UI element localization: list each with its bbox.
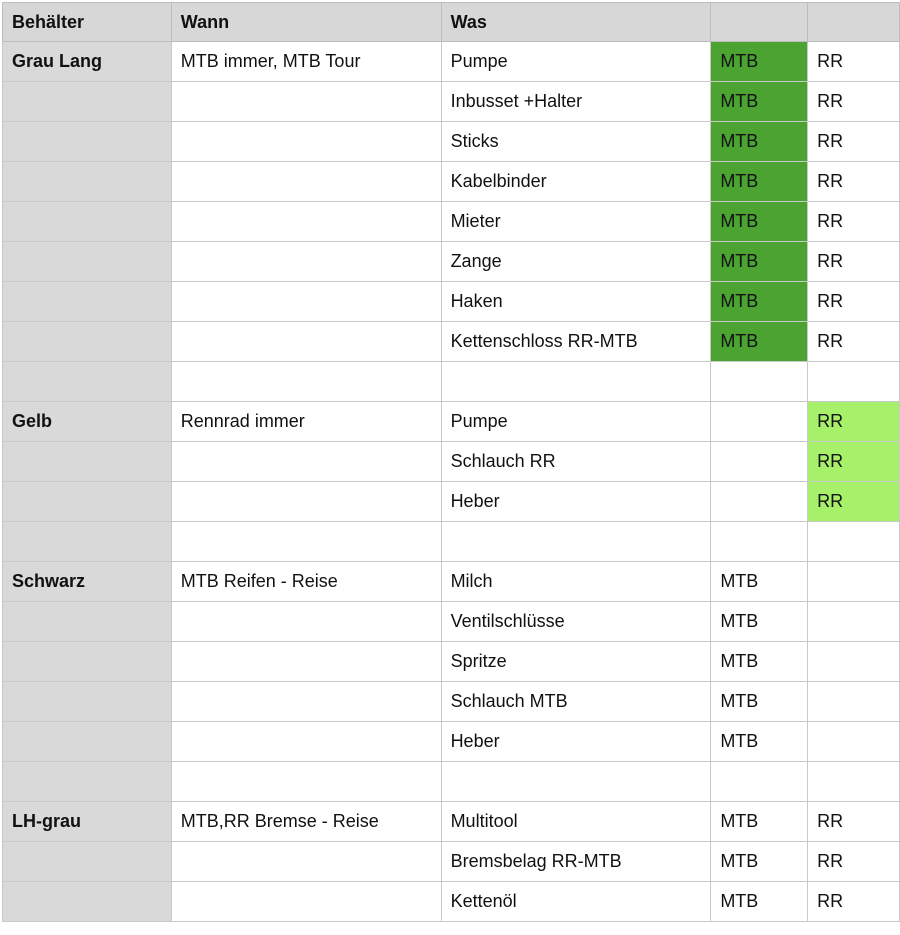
cell-behaelter[interactable]: LH-grau <box>3 802 172 842</box>
table-row <box>3 722 900 762</box>
cell-rr[interactable]: RR <box>808 122 900 162</box>
cell-rr[interactable]: RR <box>808 42 900 82</box>
cell-rr[interactable] <box>808 722 900 762</box>
cell-was[interactable]: Spritze <box>441 642 711 682</box>
header-cell-was[interactable]: Was <box>441 3 711 42</box>
header-cell-wann[interactable]: Wann <box>171 3 441 42</box>
table-row <box>3 442 900 482</box>
cell-mtb[interactable]: MTB <box>711 242 808 282</box>
cell-mtb[interactable]: MTB <box>711 842 808 882</box>
cell-rr[interactable]: RR <box>808 322 900 362</box>
table-row <box>3 482 900 522</box>
cell-rr[interactable] <box>808 762 900 802</box>
cell-was[interactable]: Pumpe <box>441 402 711 442</box>
table-row <box>3 362 900 402</box>
cell-rr[interactable] <box>808 522 900 562</box>
cell-behaelter[interactable]: Schwarz <box>3 562 172 602</box>
cell-rr[interactable]: RR <box>808 162 900 202</box>
table-row <box>3 42 900 82</box>
cell-mtb[interactable]: MTB <box>711 642 808 682</box>
packing-table <box>2 2 900 922</box>
cell-wann[interactable] <box>171 122 441 162</box>
cell-was[interactable]: Kettenöl <box>441 882 711 922</box>
table-row <box>3 122 900 162</box>
cell-wann[interactable] <box>171 242 441 282</box>
table-row <box>3 802 900 842</box>
cell-was[interactable]: Kettenschloss RR-MTB <box>441 322 711 362</box>
cell-was[interactable]: Bremsbelag RR-MTB <box>441 842 711 882</box>
cell-wann[interactable] <box>171 842 441 882</box>
cell-rr[interactable]: RR <box>808 82 900 122</box>
table-row <box>3 602 900 642</box>
cell-was[interactable]: Milch <box>441 562 711 602</box>
cell-mtb[interactable]: MTB <box>711 562 808 602</box>
cell-rr[interactable]: RR <box>808 282 900 322</box>
cell-was[interactable]: Heber <box>441 482 711 522</box>
table-row <box>3 682 900 722</box>
cell-mtb[interactable]: MTB <box>711 682 808 722</box>
cell-mtb[interactable]: MTB <box>711 122 808 162</box>
table-row <box>3 402 900 442</box>
cell-wann[interactable] <box>171 282 441 322</box>
cell-rr[interactable]: RR <box>808 242 900 282</box>
cell-was[interactable]: Ventilschlüsse <box>441 602 711 642</box>
table-row <box>3 242 900 282</box>
cell-rr[interactable]: RR <box>808 842 900 882</box>
table-row <box>3 202 900 242</box>
cell-mtb[interactable]: MTB <box>711 802 808 842</box>
cell-wann[interactable] <box>171 82 441 122</box>
cell-wann[interactable]: MTB Reifen - Reise <box>171 562 441 602</box>
cell-behaelter[interactable] <box>3 602 172 642</box>
cell-behaelter[interactable] <box>3 122 172 162</box>
cell-behaelter[interactable] <box>3 842 172 882</box>
cell-rr[interactable] <box>808 562 900 602</box>
cell-behaelter[interactable] <box>3 362 172 402</box>
cell-mtb[interactable]: MTB <box>711 882 808 922</box>
cell-wann[interactable] <box>171 482 441 522</box>
table-row <box>3 82 900 122</box>
cell-wann[interactable]: Rennrad immer <box>171 402 441 442</box>
cell-wann[interactable] <box>171 362 441 402</box>
cell-behaelter[interactable] <box>3 162 172 202</box>
table-row <box>3 882 900 922</box>
cell-wann[interactable] <box>171 602 441 642</box>
cell-mtb[interactable] <box>711 482 808 522</box>
cell-wann[interactable] <box>171 642 441 682</box>
table-row <box>3 642 900 682</box>
cell-mtb[interactable]: MTB <box>711 162 808 202</box>
cell-mtb[interactable]: MTB <box>711 322 808 362</box>
table-row <box>3 322 900 362</box>
cell-behaelter[interactable] <box>3 522 172 562</box>
cell-rr[interactable]: RR <box>808 482 900 522</box>
cell-rr[interactable] <box>808 362 900 402</box>
cell-mtb[interactable] <box>711 362 808 402</box>
cell-behaelter[interactable] <box>3 282 172 322</box>
table-row <box>3 162 900 202</box>
cell-mtb[interactable]: MTB <box>711 82 808 122</box>
cell-mtb[interactable] <box>711 522 808 562</box>
cell-was[interactable]: Kabelbinder <box>441 162 711 202</box>
cell-wann[interactable] <box>171 522 441 562</box>
cell-was[interactable] <box>441 522 711 562</box>
cell-behaelter[interactable]: Grau Lang <box>3 42 172 82</box>
cell-rr[interactable]: RR <box>808 882 900 922</box>
cell-wann[interactable]: MTB,RR Bremse - Reise <box>171 802 441 842</box>
cell-behaelter[interactable] <box>3 722 172 762</box>
table-row <box>3 562 900 602</box>
header-cell-mtb[interactable] <box>711 3 808 42</box>
cell-mtb[interactable]: MTB <box>711 42 808 82</box>
cell-rr[interactable] <box>808 602 900 642</box>
cell-behaelter[interactable] <box>3 882 172 922</box>
table-row <box>3 762 900 802</box>
cell-wann[interactable] <box>171 162 441 202</box>
cell-behaelter[interactable] <box>3 202 172 242</box>
header-cell-rr[interactable] <box>808 3 900 42</box>
cell-was[interactable] <box>441 762 711 802</box>
table-row <box>3 282 900 322</box>
cell-was[interactable]: Schlauch RR <box>441 442 711 482</box>
cell-rr[interactable]: RR <box>808 202 900 242</box>
cell-was[interactable]: Sticks <box>441 122 711 162</box>
cell-was[interactable]: Mieter <box>441 202 711 242</box>
cell-behaelter[interactable] <box>3 82 172 122</box>
table-row <box>3 842 900 882</box>
cell-wann[interactable] <box>171 682 441 722</box>
cell-wann[interactable] <box>171 722 441 762</box>
cell-wann[interactable]: MTB immer, MTB Tour <box>171 42 441 82</box>
cell-wann[interactable] <box>171 202 441 242</box>
cell-was[interactable]: Schlauch MTB <box>441 682 711 722</box>
cell-behaelter[interactable] <box>3 682 172 722</box>
cell-mtb[interactable] <box>711 762 808 802</box>
cell-rr[interactable]: RR <box>808 402 900 442</box>
cell-was[interactable]: Zange <box>441 242 711 282</box>
cell-was[interactable]: Inbusset +Halter <box>441 82 711 122</box>
cell-behaelter[interactable] <box>3 442 172 482</box>
cell-wann[interactable] <box>171 882 441 922</box>
cell-mtb[interactable]: MTB <box>711 202 808 242</box>
table-row <box>3 522 900 562</box>
cell-rr[interactable]: RR <box>808 442 900 482</box>
cell-mtb[interactable]: MTB <box>711 722 808 762</box>
cell-was[interactable]: Heber <box>441 722 711 762</box>
cell-wann[interactable] <box>171 762 441 802</box>
cell-was[interactable]: Pumpe <box>441 42 711 82</box>
cell-mtb[interactable]: MTB <box>711 282 808 322</box>
cell-wann[interactable] <box>171 442 441 482</box>
cell-behaelter[interactable] <box>3 482 172 522</box>
cell-mtb[interactable] <box>711 402 808 442</box>
cell-behaelter[interactable]: Gelb <box>3 402 172 442</box>
cell-behaelter[interactable] <box>3 322 172 362</box>
cell-was[interactable]: Multitool <box>441 802 711 842</box>
cell-was[interactable]: Haken <box>441 282 711 322</box>
table-body <box>3 42 900 922</box>
header-row <box>3 3 900 42</box>
cell-behaelter[interactable] <box>3 242 172 282</box>
cell-rr[interactable] <box>808 682 900 722</box>
cell-was[interactable] <box>441 362 711 402</box>
cell-mtb[interactable] <box>711 442 808 482</box>
cell-mtb[interactable]: MTB <box>711 602 808 642</box>
header-cell-behaelter[interactable]: Behälter <box>3 3 172 42</box>
cell-rr[interactable]: RR <box>808 802 900 842</box>
cell-behaelter[interactable] <box>3 642 172 682</box>
cell-wann[interactable] <box>171 322 441 362</box>
cell-rr[interactable] <box>808 642 900 682</box>
cell-behaelter[interactable] <box>3 762 172 802</box>
